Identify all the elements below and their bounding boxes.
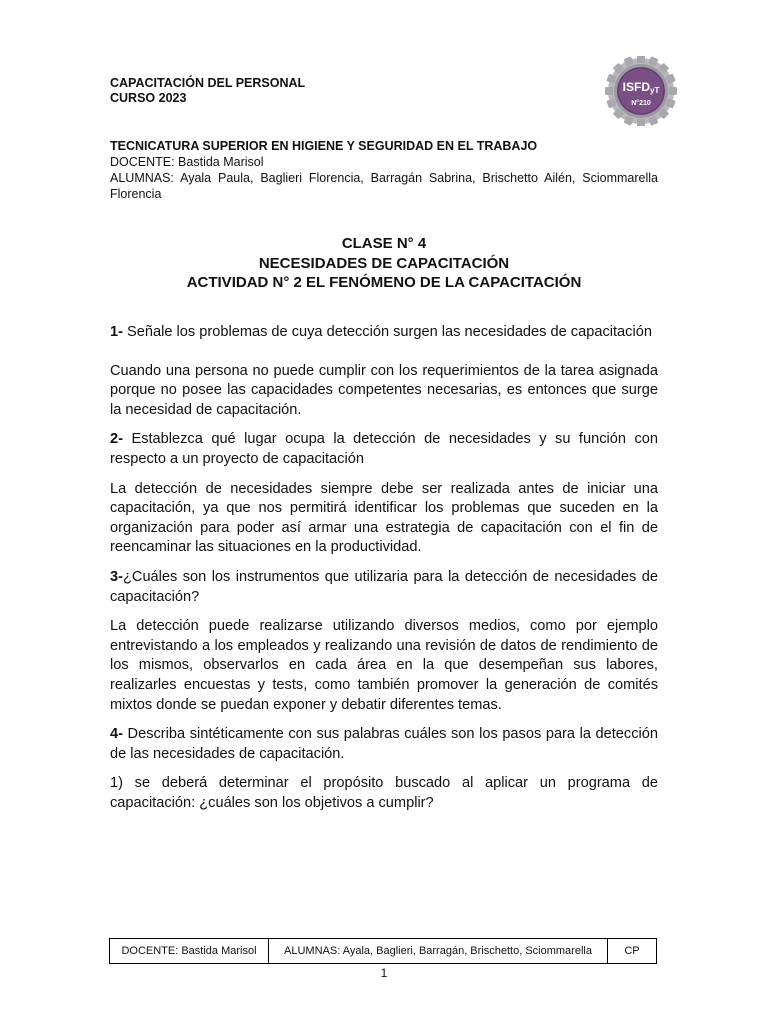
question-4 [110,725,658,764]
question-2 [110,430,658,469]
docente-line: DOCENTE: Bastida Marisol [110,155,264,169]
answer-3: La detección puede realizarse utilizando diversos medios, como por ejemplo entrevistando a los empleados y realizando una revisión de datos de rendimiento de los mismos, observarlos en cada área en la que desempeñan sus labores, realizarles encuestas y tests, como también promover la generación de comités mixtos donde se puedan exponer y debatir diferentes temas. [110,618,658,713]
questions-body [110,323,658,813]
page-number: 1 [380,966,388,980]
header-line-1: CAPACITACIÓN DEL PERSONAL [110,76,306,90]
footer-code: CP [608,939,657,964]
question-number: 3- [110,568,123,585]
logo-cog-tooth [637,56,645,63]
question-number: 1- [110,324,123,340]
course-title: TECNICATURA SUPERIOR EN HIGIENE Y SEGURIDAD EN EL TRABAJO [110,139,538,153]
logo-cog-tooth [637,119,645,126]
isfdyt-logo [595,56,687,126]
logo-text: ISFDyT [622,80,660,95]
footer-row [110,939,657,964]
question-number: 2- [110,431,123,448]
logo-cog-tooth [669,87,677,95]
footer-table [109,938,657,964]
footer-docente: DOCENTE: Bastida Marisol [110,939,269,964]
answer-2: La detección de necesidades siempre debe ser realizada antes de iniciar una capacitación, ya que nos permitirá identificar los problemas que suceden en la organización para poder así armar una estrategia de capacitación con el fin de reencaminar las situaciones en la productividad. [110,480,658,556]
class-heading [110,234,658,293]
logo-number: N°210 [631,100,651,107]
course-info [110,138,658,202]
document-header [110,76,305,106]
question-text: Establezca qué lugar ocupa la detección de necesidades y su función con respecto a un proyecto de capacitación [110,431,658,467]
class-topic: NECESIDADES DE CAPACITACIÓN [258,254,510,272]
question-text: Señale los problemas de cuya detección surgen las necesidades de capacitación [122,324,652,340]
footer-alumnas: ALUMNAS: Ayala, Baglieri, Barragán, Brischetto, Sciommarella [269,939,608,964]
logo-cog-tooth [605,87,613,95]
header-line-2: CURSO 2023 [110,91,187,105]
activity-title: ACTIVIDAD N° 2 EL FENÓMENO DE LA CAPACITACIÓN [186,274,582,291]
question-number: 4- [110,726,123,743]
question-text: Describa sintéticamente con sus palabras cuáles son los pasos para la detección de las necesidades de capacitación. [110,726,658,762]
question-1 [110,323,658,343]
alumnas-line: ALUMNAS: Ayala Paula, Baglieri Florencia, Barragán Sabrina, Brischetto Ailén, Sciommarella Florencia [110,171,658,201]
question-text: ¿Cuáles son los instrumentos que utilizaria para la detección de necesidades de capacitación? [110,568,658,605]
question-3 [110,568,658,607]
class-number: CLASE N° 4 [341,235,427,252]
answer-1: Cuando una persona no puede cumplir con los requerimientos de la tarea asignada porque no posee las capacidades competentes necesarias, es entonces que surge la necesidad de capacitación. [110,362,658,418]
answer-4: 1) se deberá determinar el propósito buscado al aplicar un programa de capacitación: ¿cuáles son los objetivos a cumplir? [110,775,658,811]
